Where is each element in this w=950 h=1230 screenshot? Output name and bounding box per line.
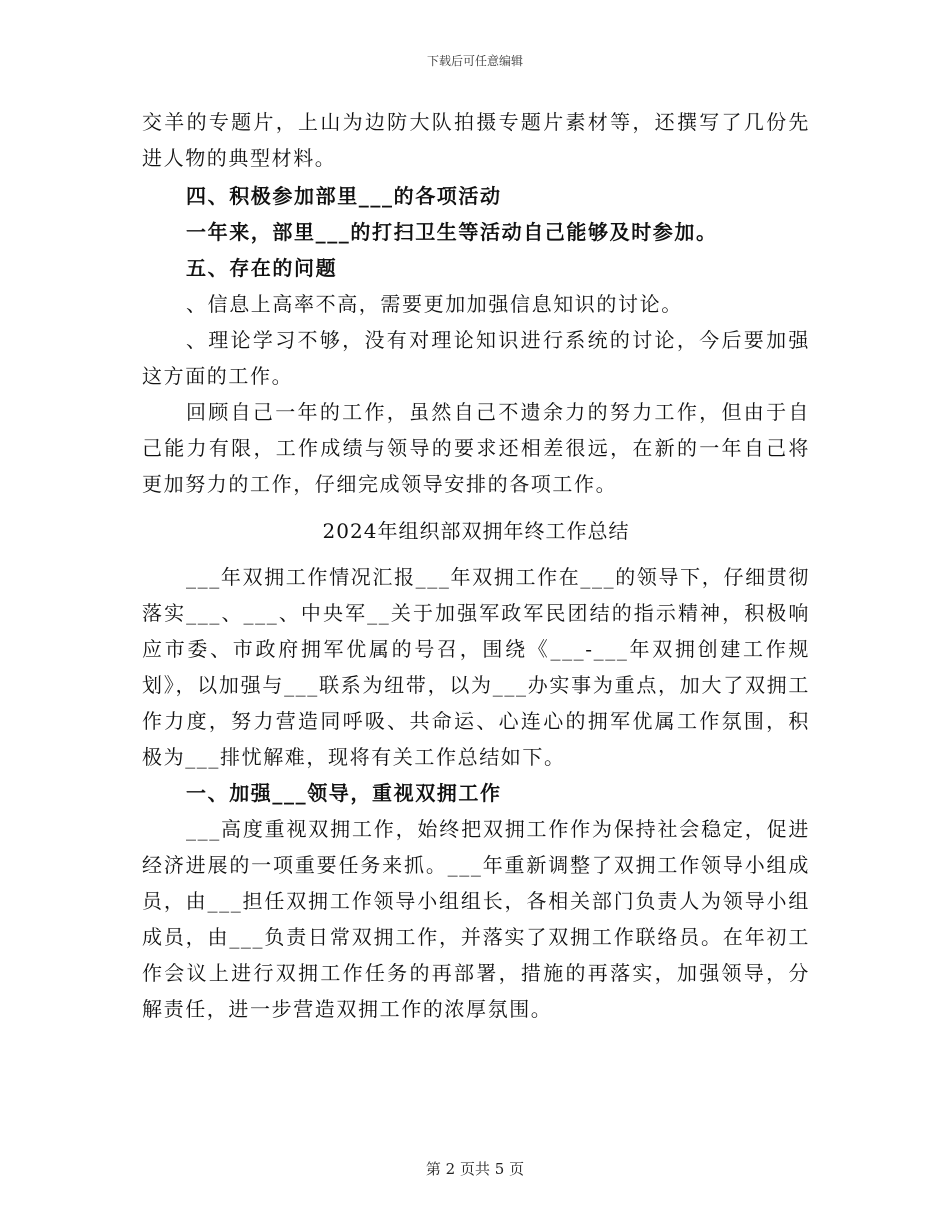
document-body (142, 104, 810, 1027)
paragraph-intro: ___年双拥工作情况汇报___年双拥工作在___的领导下，仔细贯彻落实___、___、中央军__关于加强军政军民团结的指示精神，积极响应市委、市政府拥军优属的号召，围绕《___-___年双拥创建工作规划》，以加强与___联系为纽带，以为___办实事为重点，加大了双拥工作力度，努力营造同呼吸、共命运、心连心的拥军优属工作氛围，积极为___排忧解难，现将有关工作总结如下。 (142, 565, 810, 769)
paragraph-review: 回顾自己一年的工作，虽然自己不遗余力的努力工作，但由于自己能力有限，工作成绩与领导的要求还相差很远，在新的一年自己将更加努力的工作，仔细完成领导安排的各项工作。 (142, 400, 810, 496)
page-header: 下载后可任意编辑 (426, 54, 523, 68)
page-number: 第 2 页共 5 页 (425, 1160, 525, 1178)
paragraph-continuation: 交羊的专题片，上山为边防大队拍摄专题片素材等，还撰写了几份先进人物的典型材料。 (142, 110, 810, 170)
section-heading-1: 一、加强___领导，重视双拥工作 (186, 781, 502, 805)
paragraph-activities: 一年来，部里___的打扫卫生等活动自己能够及时参加。 (186, 220, 718, 244)
paragraph-leadership: ___高度重视双拥工作，始终把双拥工作作为保持社会稳定，促进经济进展的一项重要任务来抓。___年重新调整了双拥工作领导小组成员，由___担任双拥工作领导小组组长，各相关部门负责人为领导小组成员，由___负责日常双拥工作，并落实了双拥工作联络员。在年初工作会议上进行双拥工作任务的再部署，措施的再落实，加强领导，分解责任，进一步营造双拥工作的浓厚氛围。 (142, 817, 810, 1021)
paragraph-problem-2: 、理论学习不够，没有对理论知识进行系统的讨论，今后要加强这方面的工作。 (142, 328, 810, 388)
document-title: 2024年组织部双拥年终工作总结 (322, 519, 630, 543)
paragraph-problem-1: 、信息上高率不高，需要更加加强信息知识的讨论。 (186, 292, 683, 316)
section-heading-4: 四、积极参加部里___的各项活动 (186, 184, 502, 208)
section-heading-5: 五、存在的问题 (186, 256, 338, 280)
